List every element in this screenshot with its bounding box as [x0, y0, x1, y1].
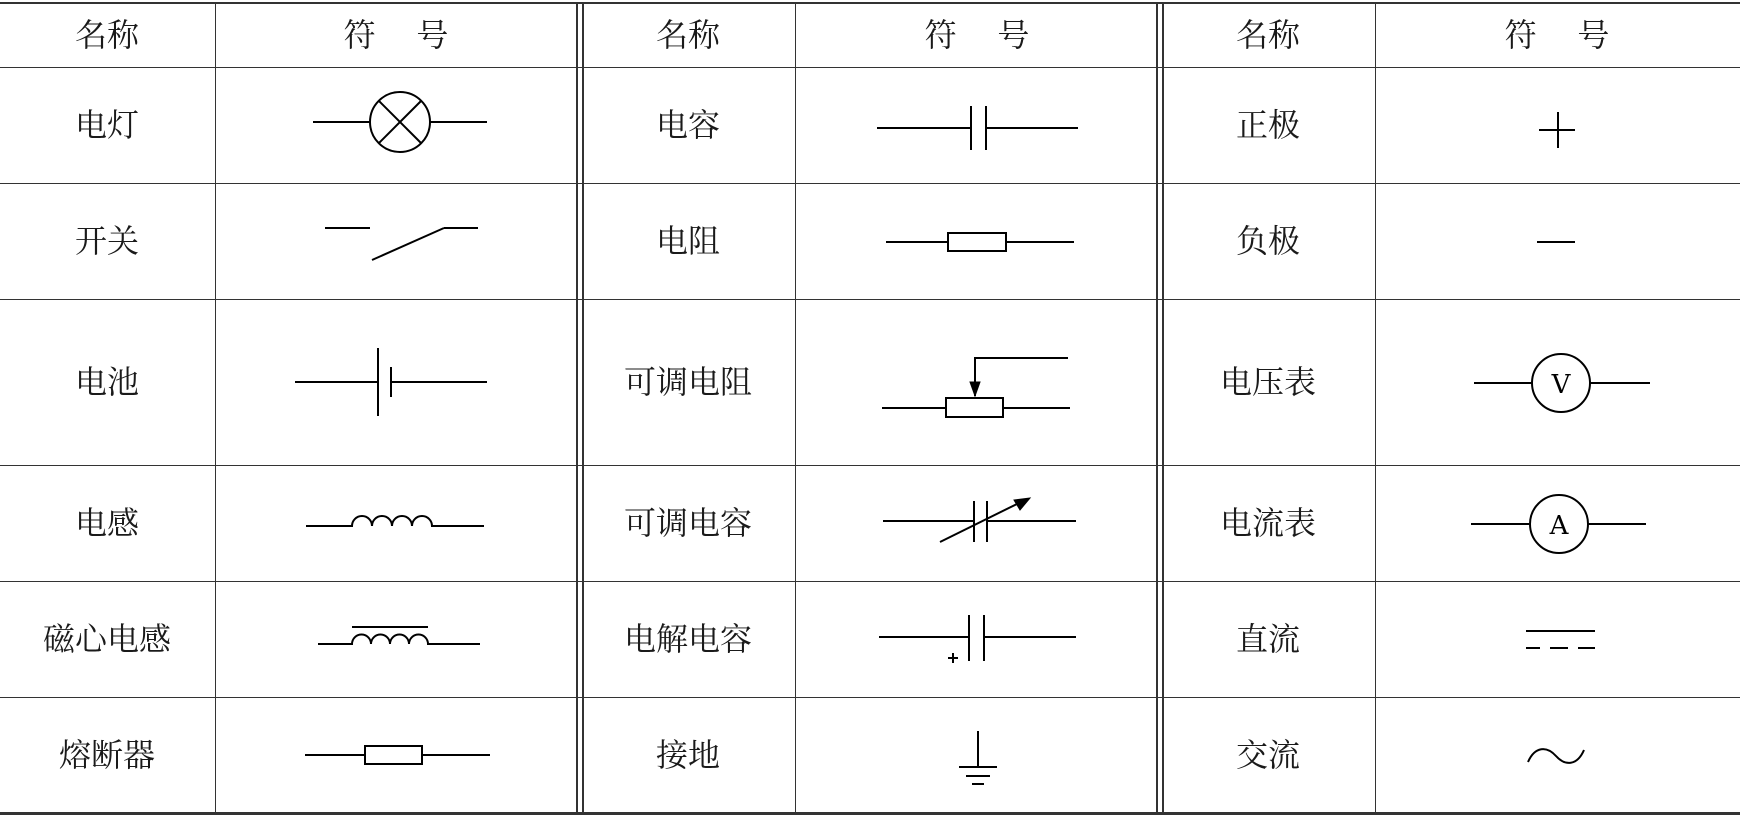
ground-icon [955, 725, 1005, 795]
component-name: 电阻 [655, 222, 721, 260]
table-column-divider [1375, 2, 1376, 815]
component-name: 负极 [1235, 222, 1301, 260]
variable-capacitor-icon [880, 490, 1080, 550]
table-row-divider [0, 299, 1740, 300]
variable-resistor-icon [878, 352, 1078, 432]
table-group-divider [582, 2, 584, 815]
table-column-divider [795, 2, 796, 815]
table-row-divider [0, 183, 1740, 184]
component-name: 交流 [1235, 736, 1301, 774]
header-name: 名称 [1235, 16, 1301, 54]
component-name: 电压表 [1219, 363, 1317, 401]
component-name: 直流 [1235, 620, 1301, 658]
direct-current-icon [1520, 622, 1600, 662]
table-row-divider [0, 67, 1740, 68]
voltmeter-letter: V [1551, 370, 1571, 400]
component-name: 电解电容 [623, 620, 753, 658]
header-symbol: 符 号 [1504, 16, 1610, 54]
negative-pole-icon [1533, 230, 1579, 250]
component-name: 熔断器 [58, 736, 156, 774]
table-group-divider [1156, 2, 1158, 815]
battery-icon [290, 340, 500, 430]
table-border-bottom [0, 812, 1740, 815]
component-name: 电池 [74, 363, 140, 401]
component-name: 接地 [655, 736, 721, 774]
component-name: 可调电容 [623, 504, 753, 542]
table-row-divider [0, 465, 1740, 466]
inductor-icon [300, 500, 490, 540]
header-name: 名称 [74, 16, 140, 54]
voltmeter-icon [1468, 350, 1658, 420]
electrolytic-capacitor-icon [876, 608, 1081, 668]
positive-pole-icon [1535, 108, 1579, 152]
alternating-current-icon [1523, 738, 1593, 774]
capacitor-icon [870, 100, 1090, 160]
component-name: 开关 [74, 222, 140, 260]
table-border-top [0, 2, 1740, 4]
component-name: 电流表 [1219, 504, 1317, 542]
switch-icon [310, 215, 490, 275]
lamp-icon [300, 90, 500, 160]
component-name: 磁心电感 [42, 620, 172, 658]
table-row-divider [0, 697, 1740, 698]
table-column-divider [215, 2, 216, 815]
header-symbol: 符 号 [924, 16, 1030, 54]
magnetic-core-inductor-icon [310, 620, 490, 660]
table-row-divider [0, 581, 1740, 582]
ammeter-icon [1466, 492, 1656, 562]
component-name: 电容 [655, 106, 721, 144]
fuse-icon [300, 735, 500, 775]
component-name: 电感 [74, 504, 140, 542]
header-name: 名称 [655, 16, 721, 54]
header-symbol: 符 号 [343, 16, 449, 54]
ammeter-letter: A [1549, 511, 1569, 541]
component-name: 电灯 [74, 106, 140, 144]
component-name: 正极 [1235, 106, 1301, 144]
component-name: 可调电阻 [623, 363, 753, 401]
table-group-divider [576, 2, 578, 815]
table-group-divider [1162, 2, 1164, 815]
resistor-icon [880, 225, 1080, 265]
